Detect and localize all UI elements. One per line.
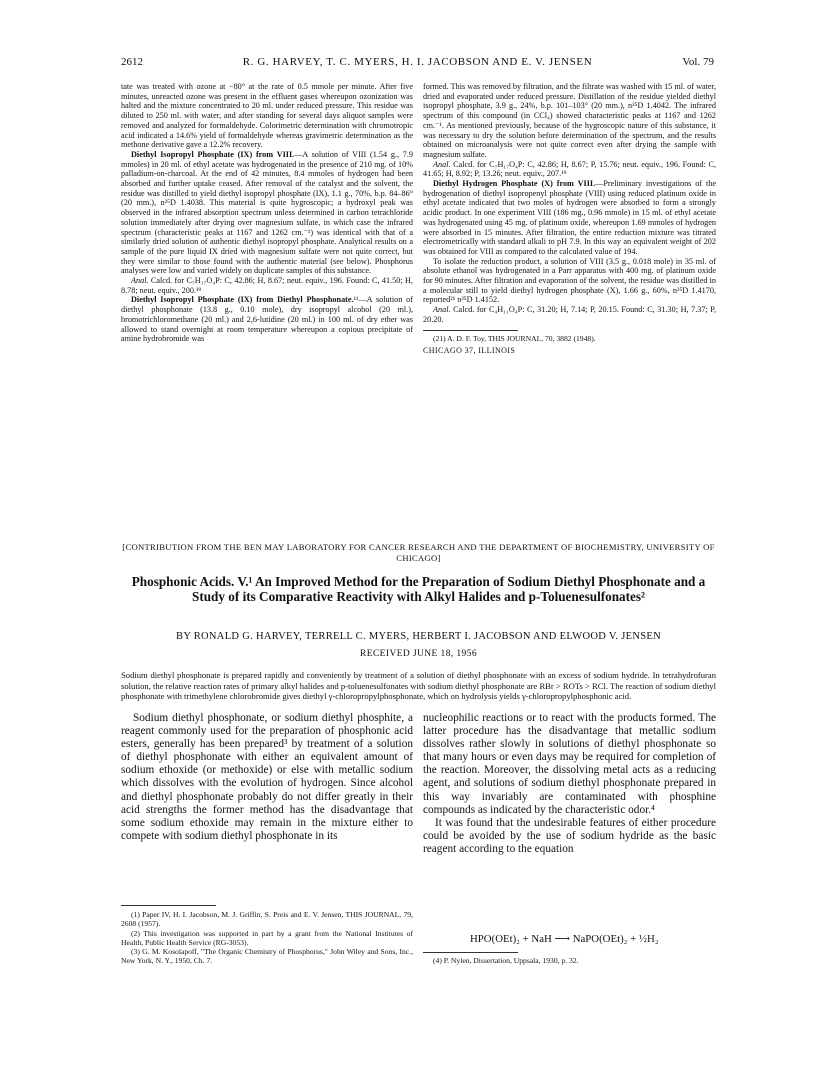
section-heading: Diethyl Isopropyl Phosphate (IX) from VIII. <box>131 149 295 159</box>
previous-article-right-column <box>423 82 716 356</box>
footnote: (4) P. Nylen, Dissertation, Uppsala, 1930, p. 32. <box>433 956 579 965</box>
section-heading: Diethyl Isopropyl Phosphate (IX) from Diethyl Phosphonate. <box>131 295 354 305</box>
page-number: 2612 <box>121 56 143 68</box>
paragraph: formed. This was removed by filtration, and the filtrate was washed with 15 ml. of water, dried and evaporated under reduced pressure. Distillation of the residue yielded diethyl isopropyl phosphate, 3.9 g., 24%, b.p. 101–103° (20 mm.), n²⁵D 1.4042. The infrared spectrum of this compound (in CCl₄) showed characteristic peaks at 1167 and 1262 cm.⁻¹. As mentioned previously, because of the hygroscopic nature of this substance, it was necessary to dry the solution before determination of the spectrum, and the results obtained on microanalysis were not quite correct even after drying the sample with magnesium sulfate. <box>423 82 716 159</box>
paragraph: tate was treated with ozone at −80° at the rate of 0.5 mmole per minute. After five minutes, unreacted ozone was present in the effluent gases whereupon ozonization was halted and the mixture concentrated to 20 ml. under reduced pressure. This residue was diluted to 250 ml. with water, and after standing for several days aliquot samples were removed and analyzed for formaldehyde. Colorimetric determination with chromotropic acid indicated a 14.6% yield of formaldehyde whereas gravimetric determination as the methone derivative gave a 12.2% recovery. <box>121 82 413 150</box>
section-heading: Diethyl Hydrogen Phosphate (X) from VIII. <box>433 179 596 189</box>
footnote: (21) A. D. F. Toy, THIS JOURNAL, 70, 3882 (1948). <box>433 333 596 343</box>
paragraph: Diethyl Isopropyl Phosphate (IX) from Diethyl Phosphonate.¹¹—A solution of diethyl phosphonate (13.8 g., 0.10 mole), dry isopropyl alcohol (20 ml.), bromotrichloromethane (20 ml.) and 2,6-lutidine (20 ml.) in 100 ml. of dry ether was allowed to stand overnight at room temperature whereupon a copious precipitate of amine hydrobromide was <box>121 295 413 344</box>
reaction-equation: HPO(OEt)₂ + NaH ⟶ NaPO(OEt)₂ + ½H₂ <box>470 933 659 945</box>
abstract: Sodium diethyl phosphonate is prepared rapidly and conveniently by treatment of a solution of diethyl phosphonate with an excess of sodium hydride. In tetrahydrofuran solution, the relative reaction rates of primary alkyl halides and p-toluenesulfonates with sodium diethyl phosphonate are RBr > ROTs > RCl. The reaction of sodium diethyl phosphonate with trimethylene chlorobromide gives diethyl γ-chloropropylphosphonate, which on hydrolysis yields γ-chloropropylphosphonic acid. <box>121 670 716 702</box>
received-date: RECEIVED JUNE 18, 1956 <box>360 649 477 659</box>
footnotes-left <box>121 910 413 966</box>
footnote-rule <box>423 330 518 331</box>
analysis-line: Anal. Calcd. for C₇H₁₇O₄P: C, 42.86; H, 8.67; P, 15.76; neut. equiv., 196. Found: C, 41.65; H, 8.92; P, 13.26; neut. equiv., 207.¹⁹ <box>423 159 716 179</box>
running-head-authors: R. G. HARVEY, T. C. MYERS, H. I. JACOBSON AND E. V. JENSEN <box>242 56 593 68</box>
analysis-line: Anal. Calcd. for C₄H₁₁O₄P: C, 31.20; H, 7.14; P, 20.15. Found: C, 31.30; H, 7.37; P, 20.20. <box>423 305 716 324</box>
body-right-column <box>423 712 716 856</box>
footnote: (2) This investigation was supported in part by a grant from the National Institutes of Health, Public Health Service (RG-3053). <box>121 928 413 947</box>
footnote-rule <box>121 905 216 906</box>
body-left-column <box>121 712 413 843</box>
footnote-rule <box>423 952 518 953</box>
running-head <box>121 56 714 70</box>
paragraph: nucleophilic reactions or to react with the products formed. The latter procedure has the disadvantage that metallic sodium dissolves rather slowly in solutions of diethyl phosphonate so that many hours or even days may be required for completion of the reaction. Moreover, the dissolving metal acts as a reducing agent, and solutions of sodium diethyl phosphonate prepared in this way invariably are contaminated with phosphine compounds as indicated by the characteristic odor.⁴ <box>423 712 716 816</box>
byline: BY RONALD G. HARVEY, TERRELL C. MYERS, HERBERT I. JACOBSON AND ELWOOD V. JENSEN <box>176 631 661 642</box>
footnote: (1) Paper IV, H. I. Jacobson, M. J. Griffin, S. Preis and E. V. Jensen, THIS JOURNAL, 79, 2608 (1957). <box>121 910 413 929</box>
volume-label: Vol. 79 <box>682 56 714 68</box>
article-title: Phosphonic Acids. V.¹ An Improved Method for the Preparation of Sodium Diethyl Phosphonate and a Study of its Comparative Reactivity with Alkyl Halides and p-Toluenesulfonates² <box>131 574 706 604</box>
paragraph: Sodium diethyl phosphonate, or sodium diethyl phosphite, a reagent commonly used for the preparation of phosphonic acid esters, generally has been prepared³ by treatment of a solution of diethyl phosphonate with either an equivalent amount of sodium ethoxide (or methoxide) or else with metallic sodium which dissolves with the evolution of hydrogen. Since alcohol and diethyl phosphonate probably do not differ greatly in their acid strengths the former method has the disadvantage that some sodium ethoxide may remain in the mixture either to compete with sodium diethyl phosphonate in its <box>121 712 413 842</box>
paragraph: It was found that the undesirable features of either procedure could be avoided by the use of sodium hydride as the basic reagent according to the equation <box>423 816 716 855</box>
footnote: (3) G. M. Kosolapoff, "The Organic Chemistry of Phosphorus," John Wiley and Sons, Inc., New York, N. Y., 1950, Ch. 7. <box>121 947 413 966</box>
paragraph: Diethyl Isopropyl Phosphate (IX) from VIII.—A solution of VIII (1.54 g., 7.9 mmoles) in 20 ml. of ethyl acetate was hydrogenated in the presence of 210 mg. of 10% palladium-on-charcoal. At the end of 42 minutes, 8.4 mmoles of hydrogen had been absorbed and further uptake ceased. After removal of the catalyst and the solvent, the residue was distilled to yield diethyl isopropyl phosphate (IX), 1.1 g., 70%, b.p. 84–86° (20 mm.), n²⁵D 1.4038. This material is quite hygroscopic; a hydroxyl peak was observed in the infrared absorption spectrum unless determined in carbon tetrachloride solution immediately after drying over magnesium sulfate, in which case the infrared spectrum (characteristic peaks at 1167 and 1262 cm.⁻¹) was identical with that of a similarly dried solution of authentic diethyl isopropyl phosphate. Analytical results on a sample of the pure liquid IX dried with magnesium sulfate were not quite correct, but they were similar to those found with the authentic material (see below). Phosphorus analyses were low and varied widely on duplicate samples of this substance. <box>121 149 413 276</box>
previous-article-left-column <box>121 82 413 344</box>
paragraph: Diethyl Hydrogen Phosphate (X) from VIII.—Preliminary investigations of the hydrogenation of diethyl isopropenyl phosphate (VIII) using reduced platinum oxide in ethyl acetate indicated that two moles of hydrogen were absorbed to form a strongly acidic product. In one experiment VIII (186 mg., 0.96 mmole) in 15 ml. of ethyl acetate was hydrogenated using 45 mg. of platinum oxide, whereupon 1.69 mmoles of hydrogen were absorbed in 15 minutes. After filtration, the entire reduction mixture was titrated electrometrically with standard alkali to pH 7.9. In this way an equivalent weight of 202 was obtained for VIII as compared to the calculated value of 194. <box>423 179 717 256</box>
analysis-line: Anal. Calcd. for C₇H₁₇O₄P: C, 42.86; H, 8.67; neut. equiv., 196. Found: C, 41.50; H, 8.78; neut. equiv., 200.¹⁹ <box>121 276 413 295</box>
location: CHICAGO 37, ILLINOIS <box>423 346 516 356</box>
footnotes-right <box>423 956 716 965</box>
contribution-line: [CONTRIBUTION FROM THE BEN MAY LABORATORY FOR CANCER RESEARCH AND THE DEPARTMENT OF BIOCHEMISTRY, UNIVERSITY OF CHICAGO] <box>122 542 715 563</box>
paragraph: To isolate the reduction product, a solution of VIII (3.5 g., 0.018 mole) in 35 ml. of absolute ethanol was hydrogenated in a Parr apparatus with 400 mg. of platinum oxide for 90 minutes. After filtration and evaporation of the solvent, the residue was distilled in a molecular still to yield diethyl hydrogen phosphate (X), 1.66 g., 60%, n²⁵D 1.4170, reported²¹ n²⁵D 1.4152. <box>423 256 716 305</box>
